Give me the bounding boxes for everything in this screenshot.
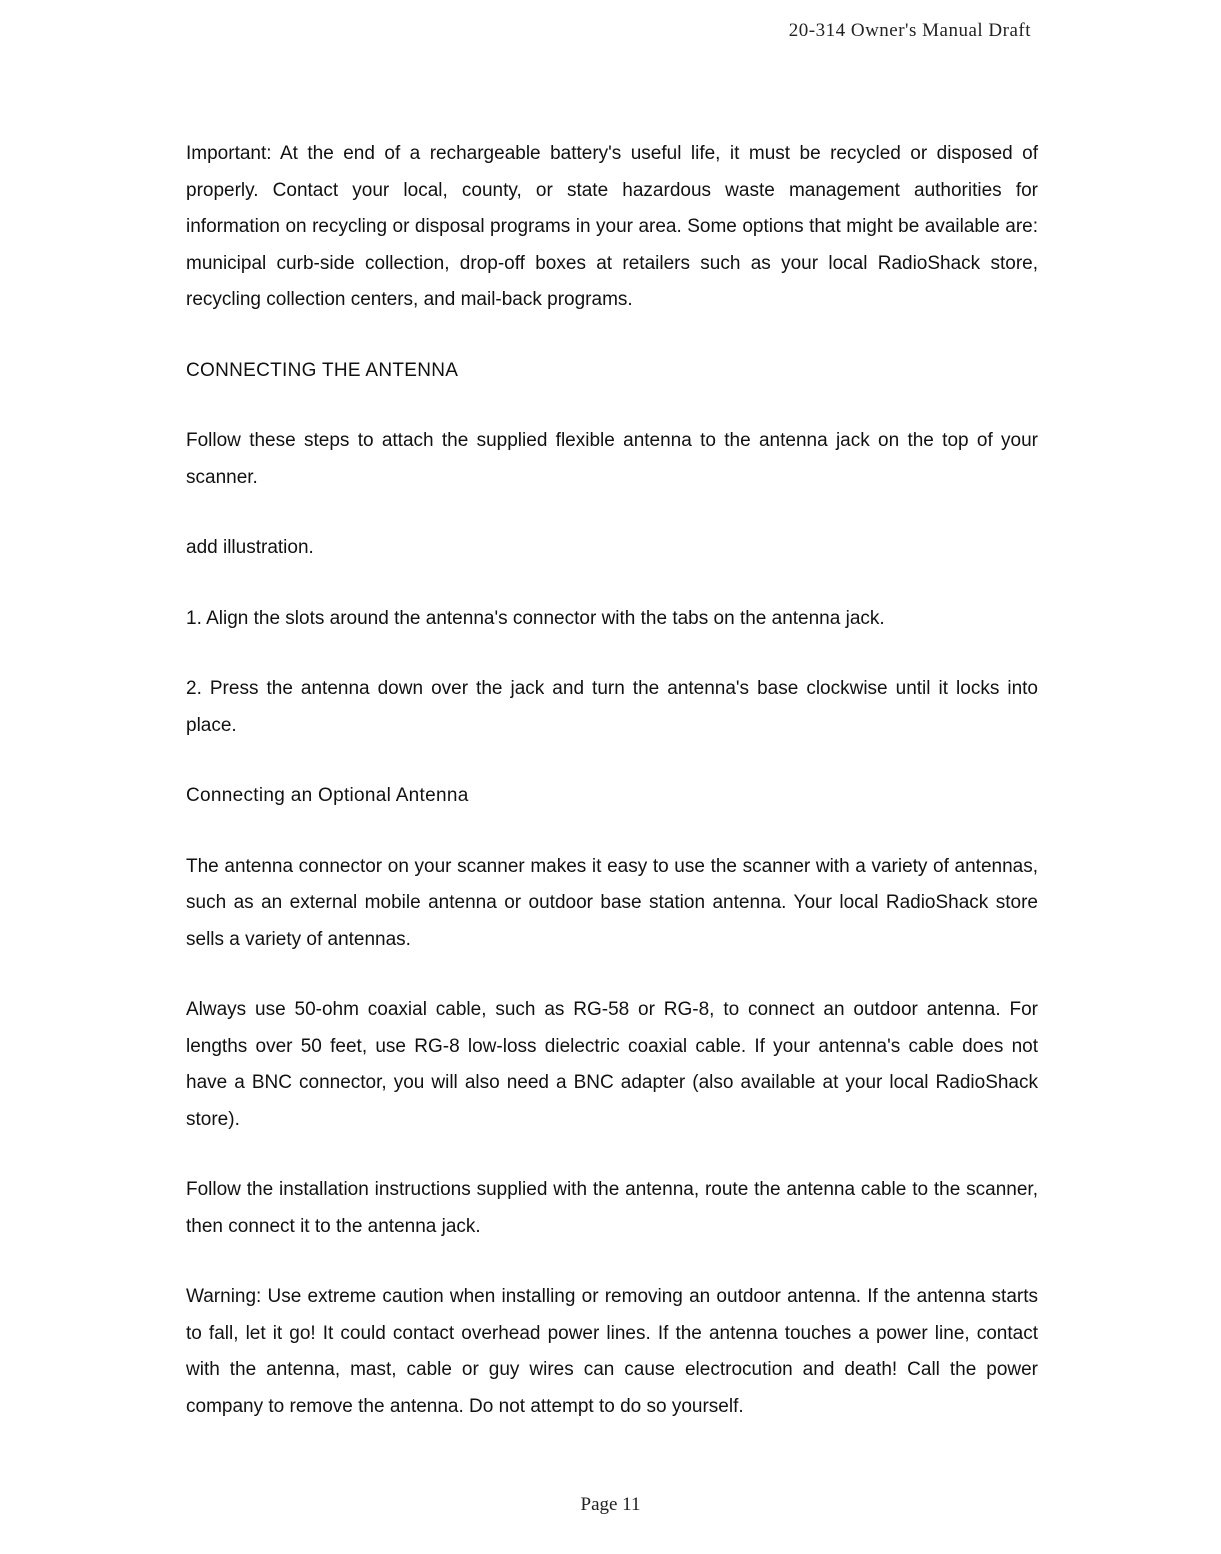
intro-paragraph: Follow these steps to attach the supplied flexible antenna to the antenna jack on the top of your scanner. xyxy=(186,430,1038,488)
page-number: Page 11 xyxy=(580,1494,641,1515)
optional-antenna-paragraph-3: Follow the installation instructions supplied with the antenna, route the antenna cable to the scanner, then connect it to the antenna jack. xyxy=(186,1179,1038,1237)
optional-antenna-paragraph-2: Always use 50-ohm coaxial cable, such as RG-58 or RG-8, to connect an outdoor antenna. For lengths over 50 feet, use RG-8 low-loss dielectric coaxial cable. If your antenna's cable does not have a BNC connector, you will also need a BNC adapter (also available at your local RadioShack store). xyxy=(186,999,1038,1130)
document-header: 20-314 Owner's Manual Draft xyxy=(788,20,1031,41)
optional-antenna-paragraph-1: The antenna connector on your scanner makes it easy to use the scanner with a variety of antennas, such as an external mobile antenna or outdoor base station antenna. Your local RadioShack store sells a variety of antennas. xyxy=(186,855,1038,950)
step-1: 1. Align the slots around the antenna's connector with the tabs on the antenna jack. xyxy=(186,607,885,629)
step-2: 2. Press the antenna down over the jack and turn the antenna's base clockwise until it locks into place. xyxy=(186,678,1038,736)
subheading: Connecting an Optional Antenna xyxy=(186,785,469,806)
section-heading: CONNECTING THE ANTENNA xyxy=(186,359,459,381)
page-content xyxy=(186,136,1038,1459)
important-paragraph: Important: At the end of a rechargeable battery's useful life, it must be recycled or disposed of properly. Contact your local, county, or state hazardous waste management authorities for information on recycling or disposal programs in your area. Some options that might be available are: municipal curb-side collection, drop-off boxes at retailers such as your local RadioShack store, recycling collection centers, and mail-back programs. xyxy=(186,143,1038,310)
illustration-note: add illustration. xyxy=(186,537,314,558)
warning-paragraph: Warning: Use extreme caution when installing or removing an outdoor antenna. If the antenna starts to fall, let it go! It could contact overhead power lines. If the antenna touches a power line, contact with the antenna, mast, cable or guy wires can cause electrocution and death! Call the power company to remove the antenna. Do not attempt to do so yourself. xyxy=(186,1286,1038,1417)
